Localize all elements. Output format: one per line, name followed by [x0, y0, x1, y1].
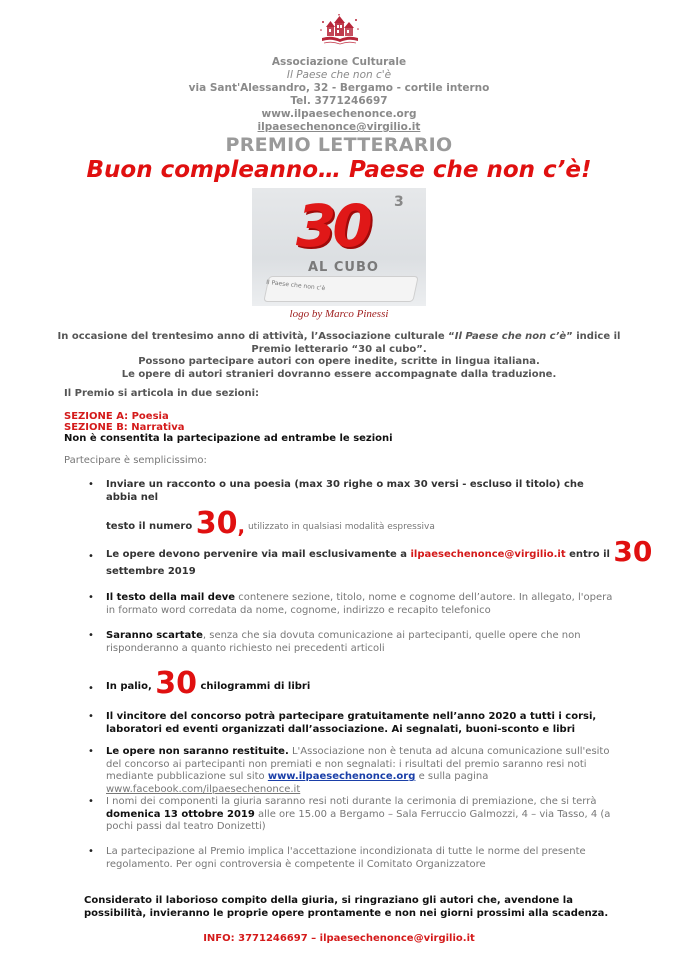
rule-7-mid: e sulla pagina [415, 771, 489, 782]
info-contact: INFO: 3771246697 – ilpaesechenonce@virgilio.it [203, 933, 475, 944]
rule-6-text: Il vincitore del concorso potrà partecipare gratuitamente nell’anno 2020 a tutti i corsi, laboratori ed eventi organizzati dall’associazione. Ai segnalati, buoni-sconto e libri [106, 711, 597, 735]
rule-2-pre: Le opere devono pervenire via mail esclusivamente a [106, 549, 411, 560]
rule-8-post: alle ore 15.00 a Bergamo – Sala Ferruccio Galmozzi, 4 – via Tasso, 4 (a pochi passi dal teatro Donizetti) [106, 808, 611, 832]
premio-title: PREMIO LETTERARIO [225, 134, 453, 156]
rule-item-5 [106, 666, 616, 701]
rule-1-text: Inviare un racconto o una poesia (max 30 righe o max 30 versi - escluso il titolo) che abbia nel [106, 479, 584, 503]
sections-heading: Il Premio si articola in due sezioni: [64, 388, 260, 399]
bullet-icon: • [88, 746, 94, 757]
bullet-icon: • [88, 592, 94, 603]
org-website[interactable]: www.ilpaesechenonce.org [261, 108, 417, 120]
rule-5-post: chilogrammi di libri [196, 681, 311, 692]
bullet-icon: • [88, 479, 94, 490]
org-email[interactable]: ilpaesechenonce@virgilio.it [257, 121, 421, 133]
rule-3-text: contenere sezione, titolo, nome e cognome dell’autore. In allegato, l'opera in formato word corredata da nome, cognome, indirizzo e recapito telefonico [106, 592, 613, 616]
org-type: Associazione Culturale [271, 56, 407, 68]
big-number-30: 30 [613, 535, 653, 568]
section-b: SEZIONE B: Narrativa [64, 422, 185, 433]
bullet-icon: • [88, 711, 94, 722]
contest-logo-image [252, 188, 426, 306]
rule-item-7 [106, 746, 616, 796]
closing-paragraph: Considerato il laborioso compito della giuria, si ringraziano gli autori che, avendone la possibilità, invieranno le proprie opere prontamente e non nei giorni prossimi alla scadenza. [84, 895, 609, 919]
rule-5-pre: In palio, [106, 681, 156, 692]
intro-line-4: Le opere di autori stranieri dovranno essere accompagnate dalla traduzione. [121, 368, 557, 380]
rule-3-bold: Il testo della mail deve [106, 592, 236, 603]
rule-item-1 [106, 479, 616, 540]
rule-9-text: La partecipazione al Premio implica l'accettazione incondizionata di tutte le norme del presente regolamento. Per ogni controversia è competente il Comitato Organizzatore [106, 846, 586, 870]
bullet-icon: • [88, 846, 94, 857]
org-address: via Sant'Alessandro, 32 - Bergamo - cortile interno [188, 82, 490, 94]
rule-8-pre: I nomi dei componenti la giuria saranno resi noti durante la cerimonia di premiazione, che si terrà [106, 796, 597, 807]
rule-item-2 [106, 535, 653, 579]
event-subtitle: Buon compleanno… Paese che non c’è! [86, 157, 592, 183]
logo-label: AL CUBO [308, 260, 379, 275]
ceremony-date: domenica 13 ottobre 2019 [106, 808, 255, 820]
rule-item-3 [106, 592, 616, 617]
participate-intro: Partecipare è semplicissimo: [64, 455, 207, 466]
rule-item-8 [106, 796, 616, 834]
intro-text: In occasione del trentesimo anno di attività, l’Associazione culturale “ [57, 331, 455, 342]
association-logo-icon [318, 14, 362, 48]
website-link[interactable]: www.ilpaesechenonce.org [267, 771, 416, 782]
intro-line-3: Possono partecipare autori con opere inedite, scritte in lingua italiana. [138, 356, 540, 367]
bullet-icon: • [88, 683, 94, 694]
intro-paragraph [40, 331, 638, 381]
rule-item-4 [106, 630, 616, 655]
bullet-icon: • [88, 796, 94, 807]
rule-item-6 [106, 711, 616, 736]
organization-header [0, 56, 678, 134]
submission-email-link[interactable]: ilpaesechenonce@virgilio.it [410, 549, 566, 560]
rule-4-text: , senza che sia dovuta comunicazione ai partecipanti, quelle opere che non risponderanno a quanto richiesto nei precedenti articoli [106, 630, 581, 654]
comma: , [237, 514, 246, 538]
big-number-30: 30 [155, 666, 197, 701]
intro-text: ” indice il [566, 331, 621, 342]
rule-7-bold: Le opere non saranno restituite. [106, 746, 289, 757]
rule-7-text: L'Associazione non è tenuta ad alcuna comunicazione sull'esito del concorso ai partecipanti non premiati e non segnalati: i risultati del premio saranno resi noti mediante pubblicazione sul sito [106, 746, 610, 782]
sections-note: Non è consentita la partecipazione ad entrambe le sezioni [64, 433, 393, 444]
org-name: Il Paese che non c'è [286, 69, 392, 81]
bullet-icon: • [88, 551, 94, 562]
book-icon [263, 276, 419, 302]
facebook-link[interactable]: www.facebook.com/ilpaesechenonce.it [106, 783, 301, 795]
big-number-30: 30 [195, 506, 238, 541]
org-phone: Tel. 3771246697 [290, 95, 388, 107]
rule-item-9 [106, 846, 616, 871]
logo-exponent: 3 [394, 194, 404, 210]
intro-association-name: Il Paese che non c’è [454, 331, 567, 342]
rule-2-mid: entro il [565, 549, 614, 560]
section-a: SEZIONE A: Poesia [64, 411, 169, 422]
bullet-icon: • [88, 630, 94, 641]
logo-number: 30 [296, 192, 369, 260]
logo-credit: logo by Marco Pinessi [289, 308, 389, 320]
intro-line-2: Premio letterario “30 al cubo”. [251, 343, 427, 355]
book-label: Il Paese che non c'è [265, 278, 326, 293]
rule-4-bold: Saranno scartate [106, 630, 203, 641]
rule-1-post: utilizzato in qualsiasi modalità espressiva [245, 522, 435, 532]
rule-1-pre: testo il numero [106, 521, 196, 532]
rule-2-deadline: settembre 2019 [106, 566, 196, 577]
